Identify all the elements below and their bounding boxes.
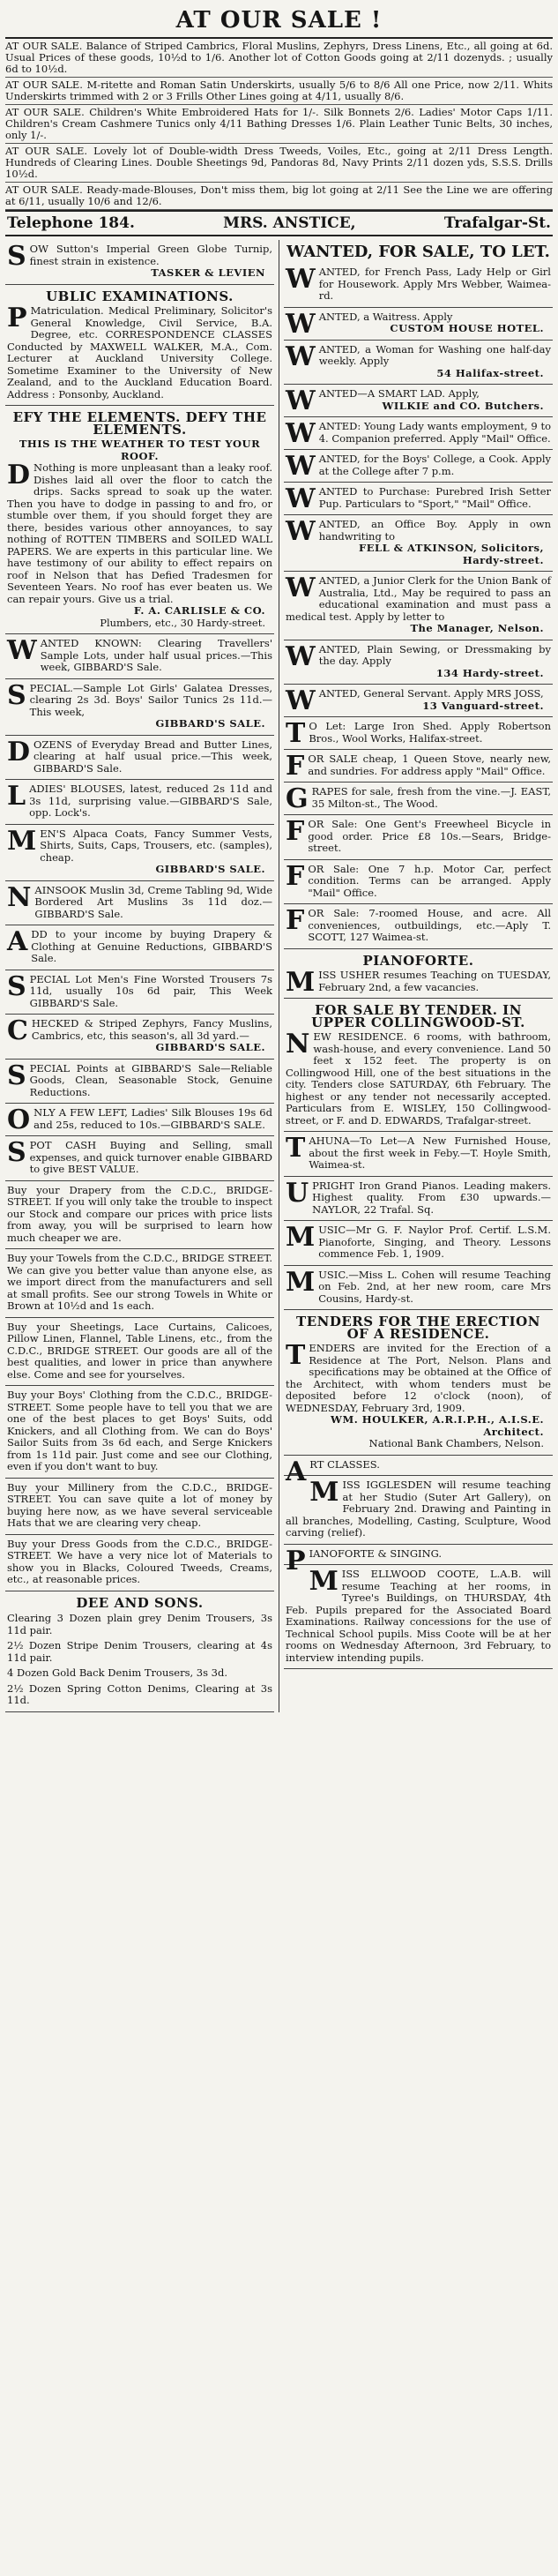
ad-text: ISS USHER resumes Teaching on TUESDAY, February 2nd, a few vacancies.: [318, 969, 551, 993]
ad-heading: TENDERS FOR THE ERECTION OF A RESIDENCE.: [296, 1314, 540, 1342]
ad-text: Nothing is more unpleasant than a leaky roof. Dishes laid all over the floor to catch the drips. Sacks spread to soak up the water. Then you have to dodge in passing to and fro, or stumble over them, if you should forget they are there, besides various other annoyances, to say nothing of ROTTEN TIMBERS and SOILED WALL PAPERS. We are experts in this particular line. We have testimony of our ability to effect repairs on roof in Nelson that has Defied Tradesmen for Seventeen Years. No roof has ever beaten us. We can repair yours. Give us a trial.: [7, 461, 272, 605]
ad-heading: PIANOFORTE.: [362, 952, 474, 969]
ad-text: AINSOOK Muslin 3d, Creme Tabling 9d, Wide Bordered Art Muslins 3s 11d doz.—GIBBARD'S Sale.: [34, 883, 272, 920]
ad-body: [286, 341, 551, 372]
classified-ad: [284, 685, 553, 717]
telephone-line: [5, 212, 553, 236]
drop-capital: M: [286, 1222, 316, 1253]
ad-body: [286, 905, 551, 944]
ad-text: RAPES for sale, fresh from the vine.—J. EAST, 35 Milton-st., The Wood.: [311, 785, 551, 810]
newspaper-page: [5, 5, 553, 1712]
ad-body: [7, 462, 272, 605]
drop-capital: S: [7, 679, 26, 711]
left-ad: [5, 285, 274, 407]
left-ad: [5, 925, 274, 970]
classified-ad: [284, 341, 553, 386]
classified-ad: [284, 417, 553, 450]
left-ad: [5, 881, 274, 926]
ad-text: ANTED, an Office Boy. Apply in own handwriting to: [318, 518, 551, 543]
ad-body: [286, 1456, 551, 1487]
ad-text: ADIES' BLOUSES, latest, reduced 2s 11d and 3s 11d, surprising value.—GIBBARD'S Sale, opp. Lock's.: [29, 783, 272, 819]
ad-text: IANOFORTE & SINGING.: [309, 1546, 443, 1560]
ad-text: EN'S Alpaca Coats, Fancy Summer Vests, Shirts, Suits, Caps, Trousers, etc. (samples), cheap.: [40, 827, 272, 864]
drop-capital: F: [286, 860, 305, 892]
classified-ad: [284, 1310, 553, 1456]
ad-body: [286, 1266, 551, 1306]
drop-capital: W: [286, 483, 316, 514]
ad-body: [7, 241, 272, 272]
drop-capital: F: [286, 816, 305, 847]
classified-ad: [284, 750, 553, 783]
ad-text: OR Sale: One Gent's Freewheel Bicycle in good order. Price £8 10s.—Sears, Bridge-street.: [308, 818, 551, 854]
top-ad-line: AT OUR SALE. Children's White Embroidered Hats for 1/-. Silk Bonnets 2/6. Ladies' Motor Caps 1/11. Children's Cream Cashmere Tunics only 4/11 Bathing Dresses 1/6. Plain Leather Tunic Belts, 30 inches, only 1/-.: [5, 105, 553, 144]
ad-body: [7, 1185, 272, 1245]
drop-capital: W: [286, 685, 316, 716]
ad-text: ISS IGGLESDEN will resume teaching at her Studio (Suter Art Gallery), on February 2nd. Drawing and Painting in all branches, Modelling, Casting, Sculpture, Wood carving (relief).: [286, 1479, 551, 1539]
ad-line: 4 Dozen Gold Back Denim Trousers, 3s 3d.: [7, 1666, 228, 1679]
ad-signature: The Manager, Nelson.: [410, 622, 544, 634]
drop-capital: W: [286, 341, 316, 372]
ad-body: [286, 860, 551, 900]
drop-capital: M: [309, 1477, 339, 1508]
ad-text: DD to your income by buying Drapery & Clothing at Genuine Reductions, GIBBARD'S Sale.: [31, 928, 272, 964]
classified-ad: [284, 483, 553, 515]
top-ad-line: AT OUR SALE. M-ritette and Roman Satin Underskirts, usually 5/6 to 8/6 All one Price, now 2/11. Whits Underskirts trimmed with 2 or 3 Frills Other Lines going at 4/11, usually 8/6.: [5, 78, 553, 105]
classified-section-title: WANTED, FOR SALE, TO LET.: [286, 243, 550, 261]
ad-signature: CUSTOM HOUSE HOTEL.: [390, 322, 544, 334]
ad-text: O Let: Large Iron Shed. Apply Robertson Bros., Wool Works, Halifax-street.: [309, 720, 551, 745]
classified-ad: [284, 515, 553, 572]
ad-body: [7, 970, 272, 1010]
ad-signature: GIBBARD'S SALE.: [155, 863, 265, 875]
drop-capital: T: [286, 718, 306, 749]
ad-body: [286, 516, 551, 547]
ad-heading: UBLIC EXAMINATIONS.: [46, 288, 234, 304]
ad-text: ISS ELLWOOD COOTE, L.A.B. will resume Teaching at her rooms, in Tyree's Buildings, on THURSDAY, 4th Feb. Pupils prepared for the Associated Board Examinations. Railway concessions for the use of Technical School pupils. Miss Coote will be at her rooms on Wednesday Afternoon, 3rd February, to interview intending pupils.: [286, 1568, 551, 1664]
ad-signature: TASKER & LEVIEN: [151, 266, 265, 279]
classified-ad: [284, 815, 553, 860]
ad-text: OR SALE cheap, 1 Queen Stove, nearly new, and sundries. For address apply "Mail" Office.: [308, 753, 551, 777]
left-ad: [5, 1535, 274, 1591]
classified-ad: [284, 860, 553, 905]
ad-text: PRIGHT Iron Grand Pianos. Leading makers. Highest quality. From £30 upwards.—NAYLOR, 22 Trafal. Sq.: [312, 1179, 551, 1216]
drop-capital: W: [286, 264, 316, 295]
ad-text: ANTED, a Waitress. Apply: [318, 310, 453, 323]
ad-text: ANTED, a Woman for Washing one half-day weekly. Apply: [318, 342, 551, 367]
drop-capital: S: [7, 1060, 26, 1091]
drop-capital: W: [286, 573, 316, 603]
classified-ad: [284, 572, 553, 640]
ad-body: [286, 816, 551, 855]
drop-capital: N: [7, 881, 32, 913]
ad-signature: WM. HOULKER, A.R.I.P.H., A.I.S.E. Architect.: [331, 1413, 544, 1438]
drop-capital: W: [286, 640, 316, 672]
ad-body: [286, 1545, 551, 1576]
left-ad: [5, 825, 274, 881]
classified-ad: [284, 450, 553, 483]
drop-capital: F: [286, 905, 305, 936]
classified-ads: [284, 263, 553, 1669]
classified-ad: [284, 783, 553, 815]
left-ad: [5, 1181, 274, 1250]
drop-capital: W: [286, 386, 316, 416]
ad-signature: F. A. CARLISLE & CO.: [133, 604, 265, 617]
ad-body: [7, 825, 272, 865]
ad-body: [7, 1015, 272, 1046]
ad-text: ANTED KNOWN: Clearing Travellers' Sample Lots, under half usual prices.—This week, GIBBARD'S Sale.: [40, 637, 272, 673]
ad-text: PECIAL Lot Men's Fine Worsted Trousers 7s 11d, usually 10s 6d pair, This Week GIBBARD'S Sale.: [29, 972, 272, 1009]
drop-capital: P: [286, 1545, 306, 1576]
ad-body: [286, 1177, 551, 1217]
drop-capital: S: [7, 970, 26, 1002]
ad-text: Buy your Drapery from the C.D.C., BRIDGE-STREET. If you will only take the trouble to inspect our Stock and compare our prices with price lists from away, you will be surprised to learn how much cheaper we are.: [7, 1183, 272, 1244]
ad-text: OW Sutton's Imperial Green Globe Turnip, finest strain in existence.: [29, 243, 272, 267]
ad-body: [7, 635, 272, 674]
ad-body: [286, 1566, 551, 1664]
top-ad-block: [5, 37, 553, 212]
ad-body: [7, 1137, 272, 1176]
ad-text: ANTED: Young Lady wants employment, 9 to 4. Companion preferred. Apply "Mail" Office.: [318, 420, 551, 445]
classified-ad: [284, 1266, 553, 1311]
left-ad: [5, 679, 274, 736]
left-ad: [5, 1249, 274, 1318]
classified-ad: [284, 1221, 553, 1266]
advertiser-name: MRS. ANSTICE,: [223, 214, 356, 232]
ad-signature: WILKIE and CO. Butchers.: [382, 399, 544, 412]
classified-ad: [284, 1177, 553, 1222]
drop-capital: O: [7, 1105, 31, 1135]
classified-ad: [284, 1565, 553, 1669]
ad-body: [286, 418, 551, 449]
left-ad: [5, 1386, 274, 1479]
ad-text: ANTED, a Junior Clerk for the Union Bank of Australia, Ltd., May be required to pass an educational examination and must pass a medical test. Apply by letter to: [286, 574, 551, 623]
advertiser-address: Trafalgar-St.: [443, 214, 551, 232]
ad-text: ANTED, for French Pass, Lady Help or Girl for Housework. Apply Mrs Webber, Waimea-rd.: [318, 266, 551, 302]
page-banner: AT OUR SALE !: [175, 7, 383, 34]
left-ad: [5, 1015, 274, 1060]
ad-body: [286, 451, 551, 482]
ad-text: AHUNA—To Let—A New Furnished House, about the first week in Feby.—T. Hoyle Smith, Waimea-st.: [309, 1134, 551, 1171]
ad-text: ANTED, for the Boys' College, a Cook. Apply at the College after 7 p.m.: [318, 453, 551, 477]
ad-body: [7, 881, 272, 921]
drop-capital: F: [286, 751, 305, 782]
left-column: [5, 240, 279, 1712]
drop-capital: D: [7, 736, 31, 768]
classified-ad: [284, 1476, 553, 1545]
ad-text: ANTED to Purchase: Purebred Irish Setter Pup. Particulars to "Sport," "Mail" Office.: [318, 485, 551, 510]
ad-body: [7, 1539, 272, 1586]
ad-text: USIC—Mr G. F. Naylor Prof. Certif. L.S.M. Pianoforte, Singing, and Theory. Lessons commence Feb. 1, 1909.: [318, 1224, 551, 1260]
ad-text: HECKED & Striped Zephyrs, Fancy Muslins, Cambrics, etc, this season's, all 3d yard.—: [31, 1017, 272, 1042]
telephone-number: Telephone 184.: [7, 214, 135, 232]
ad-body: [286, 751, 551, 782]
ad-text: PECIAL.—Sample Lot Girls' Galatea Dresses, clearing 2s 3d. Boys' Sailor Tunics 2s 11d.—This week,: [29, 681, 272, 718]
drop-capital: U: [286, 1177, 309, 1209]
ad-body: [286, 1340, 551, 1414]
ad-body: [286, 266, 551, 303]
left-ad: [5, 634, 274, 679]
ad-text: Buy your Towels from the C.D.C., BRIDGE STREET. We can give you better value than anyone else, as we import direct from the manufacturers and sell at small profits. See our strong Towels in White or Brown at 10½d and 1s each.: [7, 1252, 272, 1312]
ad-text: NLY A FEW LEFT, Ladies' Silk Blouses 19s 6d and 25s, reduced to 10s.—GIBBARD'S SALE.: [33, 1106, 272, 1131]
ad-body: [286, 1224, 551, 1261]
drop-capital: N: [286, 1029, 310, 1060]
right-column: [279, 240, 553, 1712]
classified-ad: [284, 1456, 553, 1487]
ad-text: ENDERS are invited for the Erection of a Residence at The Port, Nelson. Plans and specifications may be obtained at the Office of the Architect, with whom tenders must be deposited before 12 o'clock (noon), of WEDNESDAY, February 3rd, 1909.: [286, 1342, 551, 1414]
left-ad: [5, 736, 274, 781]
left-ad: [5, 1136, 274, 1181]
drop-capital: S: [7, 241, 26, 272]
drop-capital: M: [286, 1266, 316, 1298]
ad-body: [7, 736, 272, 775]
ad-line: 2½ Dozen Stripe Denim Trousers, clearing at 4s 11d pair.: [7, 1639, 272, 1664]
ad-body: [286, 1479, 551, 1539]
ad-text: EW RESIDENCE. 6 rooms, with bathroom, wash-house, and every convenience. Land 50 feet x 152 feet. The property is on Collingwood Hill, one of the best situations in the city. Tenders close SATURDAY, 6th February. The highest or any tender not necessarily accepted. Particulars from E. WISLEY, 150 Collingwood-street, or F. and D. EDWARDS, Trafalgar-street.: [286, 1030, 551, 1127]
ad-body: [286, 640, 551, 672]
classified-ad: [284, 640, 553, 685]
ad-signature-address: National Bank Chambers, Nelson.: [368, 1437, 544, 1449]
ad-text: Matriculation. Medical Preliminary, Solicitor's General Knowledge, Civil Service, B.A. Degree, etc. CORRESPONDENCE CLASSES Conducted by MAXWELL WALKER, M.A., Com. Lecturer at Auckland University College. Sometime Examiner to the University of New Zealand, and to the Auckland Education Board. Address : Ponsonby, Auckland.: [7, 304, 272, 401]
left-ad: [5, 240, 274, 285]
ad-text: ANTED, General Servant. Apply MRS JOSS,: [318, 687, 544, 700]
ad-body: [7, 783, 272, 820]
ad-line: Clearing 3 Dozen plain grey Denim Trousers, 3s 11d pair.: [7, 1612, 272, 1636]
drop-capital: W: [286, 516, 316, 547]
ad-text: OR Sale: One 7 h.p. Motor Car, perfect condition. Terms can be arranged. Apply "Mail" Office.: [308, 862, 551, 899]
classified-ad: [284, 1545, 553, 1576]
drop-capital: A: [286, 1456, 307, 1487]
ad-signature: 54 Halifax-street.: [436, 366, 544, 379]
drop-capital: W: [286, 308, 316, 340]
ad-text: Buy your Boys' Clothing from the C.D.C., BRIDGE-STREET. Some people have to tell you that we are one of the best places to get Boys' Suits, odd Knickers, and all Clothing from. We can do Boys' Sailor Suits from 3s 6d each, and Serge Knickers from 1s 11d pair. Just come and see our Clothing, even if you don't want to buy.: [7, 1389, 272, 1472]
classified-ad: [284, 717, 553, 750]
ad-body: [7, 1060, 272, 1099]
ad-line: 2½ Dozen Spring Cotton Denims, Clearing at 3s 11d.: [7, 1681, 272, 1706]
ad-heading: FOR SALE BY TENDER. IN UPPER COLLINGWOOD-ST.: [311, 1002, 525, 1030]
ad-signature: FELL & ATKINSON, Solicitors, Hardy-street.: [359, 542, 544, 566]
ad-body: [286, 483, 551, 514]
ad-heading: DEE AND SONS.: [76, 1594, 204, 1611]
ad-signature: GIBBARD'S SALE.: [155, 717, 265, 730]
ad-body: [286, 1031, 551, 1127]
drop-capital: L: [7, 781, 26, 812]
ad-text: ANTED—A SMART LAD. Apply,: [318, 387, 480, 400]
drop-capital: A: [7, 926, 28, 957]
top-ad-line: AT OUR SALE. Ready-made-Blouses, Don't miss them, big lot going at 2/11 See the Line we are offering at 6/11, usually 10/6 and 12/6.: [5, 183, 553, 210]
left-ad: [5, 1591, 274, 1712]
ad-body: [7, 1389, 272, 1473]
drop-capital: T: [286, 1133, 306, 1164]
ad-text: POT CASH Buying and Selling, small expenses, and quick turnover enable GIBBARD to give BEST VALUE.: [29, 1139, 272, 1175]
drop-capital: W: [7, 635, 37, 666]
ad-text: Buy your Dress Goods from the C.D.C., BRIDGE-STREET. We have a very nice lot of Materials to show you in Blacks, Coloured Tweeds, Creams, etc., at reasonable prices.: [7, 1537, 272, 1585]
drop-capital: M: [286, 967, 316, 998]
ad-signature: GIBBARD'S SALE.: [155, 1041, 265, 1053]
ad-text: OR Sale: 7-roomed House, and acre. All conveniences, outbuildings, etc.—Aply T. SCOTT, 127 Waimea-st.: [308, 907, 551, 943]
ad-body: [7, 1482, 272, 1530]
classified-ad: [284, 263, 553, 308]
ad-subheading: THIS IS THE WEATHER TO TEST YOUR ROOF.: [19, 438, 261, 462]
ad-text: ANTED, Plain Sewing, or Dressmaking by the day. Apply: [318, 642, 551, 667]
classified-ad: [284, 385, 553, 417]
ad-text: RT CLASSES.: [309, 1457, 380, 1471]
ad-text: PECIAL Points at GIBBARD'S Sale—Reliable Goods, Clean, Seasonable Stock, Genuine Reductions.: [29, 1061, 272, 1098]
ad-body: [7, 1253, 272, 1313]
classified-ad: [284, 999, 553, 1132]
ad-body: [7, 679, 272, 719]
left-ad: [5, 970, 274, 1015]
drop-capital: M: [309, 1566, 339, 1597]
left-ad: [5, 406, 274, 634]
classified-ad: [284, 1132, 553, 1177]
classified-ad: [284, 949, 553, 1000]
drop-capital: W: [286, 418, 316, 449]
ad-body: [286, 718, 551, 749]
drop-capital: S: [7, 1137, 26, 1168]
ad-signature: 13 Vanguard-street.: [422, 699, 544, 712]
left-ad: [5, 1479, 274, 1535]
ad-heading: EFY THE ELEMENTS. DEFY THE ELEMENTS.: [12, 409, 267, 438]
ad-body: [286, 783, 551, 814]
ad-signature-address: Plumbers, etc., 30 Hardy-street.: [100, 616, 265, 629]
drop-capital: G: [286, 783, 309, 814]
drop-capital: P: [7, 303, 27, 333]
ad-body: [7, 926, 272, 965]
two-column-body: [5, 240, 553, 1712]
top-ad-line: AT OUR SALE. Lovely lot of Double-width Dress Tweeds, Voiles, Etc., going at 2/11 Dress Length. Hundreds of Clearing Lines. Double Sheetings 9d, Pandoras 8d, Navy Prints 2/11 dozen yds, S.S.S. Drills 10½d.: [5, 144, 553, 183]
ad-text: Buy your Sheetings, Lace Curtains, Calicoes, Pillow Linen, Flannel, Table Linens, etc., from the C.D.C., BRIDGE STREET. Our goods are all of the best qualities, and lower in price than anywhere else. Come and see for yourselves.: [7, 1320, 272, 1381]
ad-body: [286, 967, 551, 998]
ad-body: [286, 575, 551, 623]
left-ad: [5, 1060, 274, 1105]
ad-text: OZENS of Everyday Bread and Butter Lines, clearing at half usual price.—This week, GIBBARD'S Sale.: [33, 738, 272, 775]
drop-capital: C: [7, 1015, 28, 1046]
classified-ad: [284, 308, 553, 341]
classified-ad: [284, 904, 553, 949]
top-ad-line: AT OUR SALE. Balance of Striped Cambrics, Floral Muslins, Zephyrs, Dress Linens, Etc., all going at 6d. Usual Prices of these goods, 10½d to 1/6. Another lot of Cotton Goods going at 2/11 dozenyds. ; usually 6d to 10½d.: [5, 39, 553, 78]
drop-capital: D: [7, 460, 31, 490]
ad-body: [7, 305, 272, 401]
ad-body: [7, 1322, 272, 1382]
drop-capital: M: [7, 825, 37, 857]
drop-capital: T: [286, 1340, 306, 1371]
ad-body: [286, 1135, 551, 1172]
drop-capital: W: [286, 451, 316, 482]
ad-text: USIC.—Miss L. Cohen will resume Teaching on Feb. 2nd, at her new room, care Mrs Cousins, Hardy-st.: [318, 1268, 551, 1305]
ad-signature: 134 Hardy-street.: [435, 666, 544, 679]
left-ad: [5, 1104, 274, 1136]
left-ad: [5, 780, 274, 825]
left-ad: [5, 1318, 274, 1387]
ad-text: Buy your Millinery from the C.D.C., BRIDGE-STREET. You can save quite a lot of money by buying here now, as we have several serviceable Hats that we are clearing very cheap.: [7, 1480, 272, 1529]
ad-body: [7, 1105, 272, 1135]
